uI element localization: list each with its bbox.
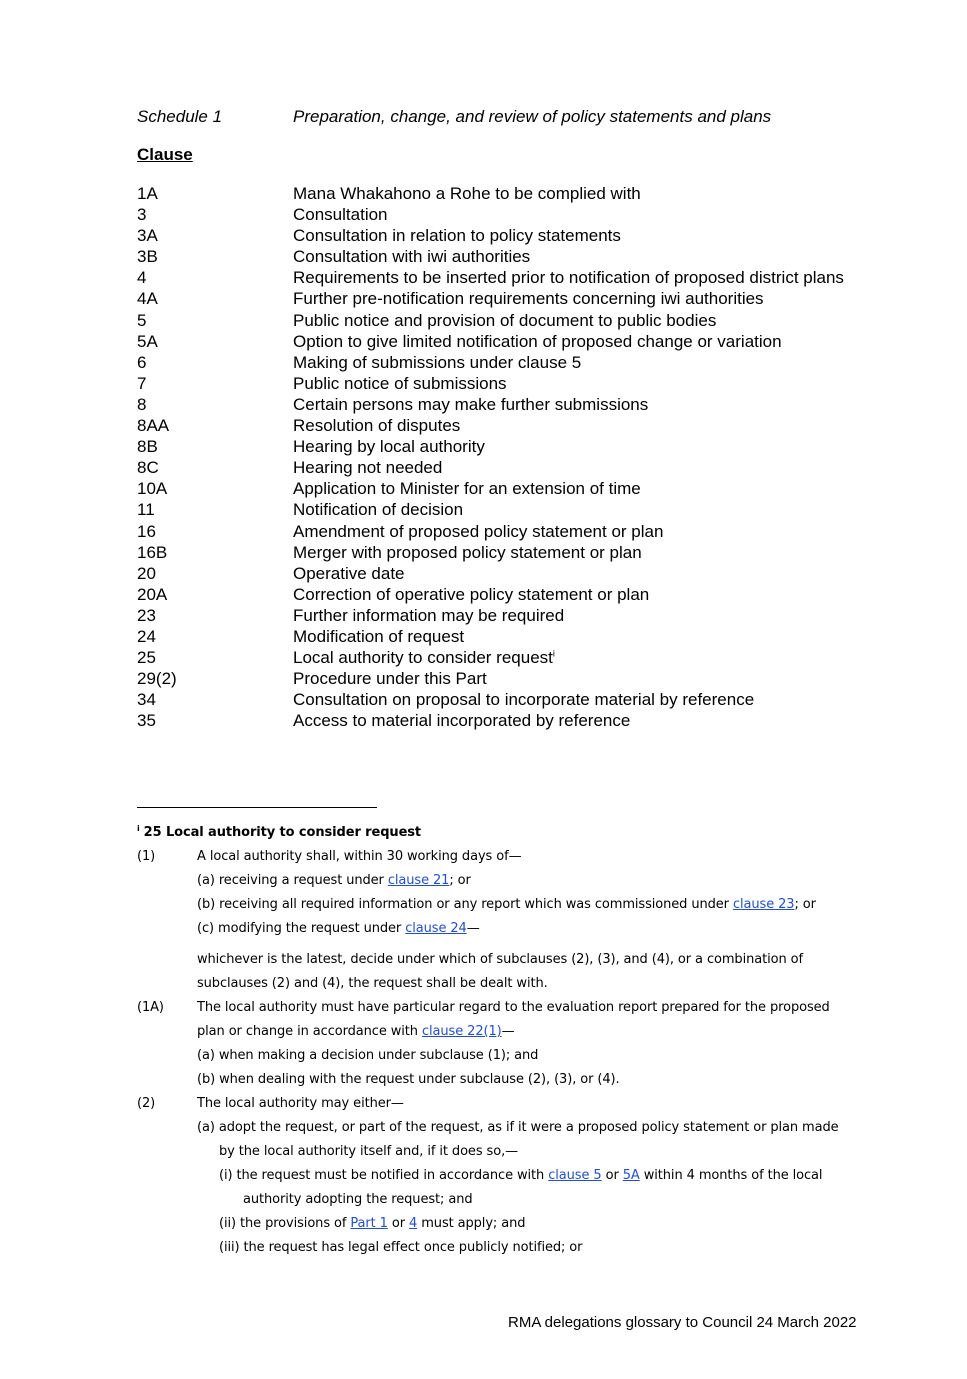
- paragraph-text: must apply; and: [417, 1216, 526, 1231]
- clause-description: Public notice of submissions: [293, 373, 507, 393]
- paragraph-text: (ii) the provisions of: [219, 1216, 351, 1231]
- clause-description: Option to give limited notification of proposed change or variation: [293, 331, 782, 351]
- clause-description: Correction of operative policy statement or plan: [293, 584, 650, 604]
- subclause-text: A local authority shall, within 30 working days of—: [197, 849, 522, 864]
- subparagraph-i: [137, 1164, 882, 1188]
- clause-description: Amendment of proposed policy statement or plan: [293, 521, 664, 541]
- paragraph-text: (b) when dealing with the request under subclause (2), (3), or (4).: [197, 1072, 620, 1087]
- clause-number: 35: [137, 711, 156, 731]
- clause-row: [137, 605, 857, 626]
- footnote-heading-text: 25 Local authority to consider request: [143, 825, 422, 840]
- clause-row: [137, 310, 857, 331]
- subparagraph-ii: [137, 1212, 882, 1236]
- clause-row: [137, 521, 857, 542]
- paragraph-text: (iii) the request has legal effect once publicly notified; or: [219, 1240, 583, 1255]
- clause-number: 5: [137, 310, 147, 330]
- paragraph-text: ; or: [794, 897, 816, 912]
- clause-number: 20: [137, 563, 156, 583]
- clause-description: Consultation: [293, 205, 388, 225]
- paragraph-text: or: [601, 1168, 623, 1183]
- paragraph-text: (a) when making a decision under subclause (1); and: [197, 1048, 539, 1063]
- clause-number: 11: [137, 500, 155, 520]
- clause-number: 4: [137, 268, 147, 288]
- footnote-heading: [137, 821, 882, 845]
- clause-row: [137, 668, 857, 689]
- paragraph-text: plan or change in accordance with: [197, 1024, 422, 1039]
- clause-row: [137, 331, 857, 352]
- subclause-label: (2): [137, 1096, 156, 1111]
- clause-number: 7: [137, 373, 147, 393]
- clause-number: 29(2): [137, 669, 177, 689]
- clause-description: Procedure under this Part: [293, 669, 487, 689]
- clause-row: [137, 626, 857, 647]
- clause-description: Consultation with iwi authorities: [293, 247, 531, 267]
- paragraph-text: ; or: [449, 873, 471, 888]
- subclause-text: The local authority may either—: [197, 1096, 404, 1111]
- clause-row: [137, 563, 857, 584]
- part-4-link[interactable]: 4: [409, 1216, 418, 1231]
- clause-description: Mana Whakahono a Rohe to be complied with: [293, 184, 641, 203]
- clause-21-link[interactable]: clause 21: [387, 873, 450, 888]
- clause-row: [137, 225, 857, 246]
- subparagraph-i-cont: [137, 1188, 882, 1212]
- schedule-title: Preparation, change, and review of policy statements and plans: [293, 107, 772, 126]
- paragraph-text: by the local authority itself and, if it does so,—: [219, 1144, 518, 1159]
- clause-description: Certain persons may make further submissions: [293, 394, 649, 414]
- clause-row: [137, 373, 857, 394]
- clause-row: [137, 415, 857, 436]
- clause-number: 8AA: [137, 416, 170, 436]
- clause-description: Merger with proposed policy statement or plan: [293, 542, 642, 562]
- clause-description: Local authority to consider request: [293, 648, 553, 668]
- paragraph-b: [137, 893, 882, 917]
- paragraph-text: (i) the request must be notified in accordance with: [219, 1168, 549, 1183]
- paragraph-text: (a) receiving a request under: [197, 873, 388, 888]
- paragraph-a: [137, 1044, 882, 1068]
- clause-description: Access to material incorporated by reference: [293, 711, 631, 731]
- clause-5a-link[interactable]: 5A: [622, 1168, 640, 1183]
- footnote: [137, 821, 882, 1260]
- clause-number: 4A: [137, 289, 158, 309]
- clause-row: [137, 542, 857, 563]
- paragraph-a: [137, 1116, 882, 1140]
- subclause-1a-cont: [137, 1020, 882, 1044]
- clause-number: 8C: [137, 458, 159, 478]
- endnote-reference[interactable]: i: [552, 648, 555, 659]
- paragraph-a: [137, 869, 882, 893]
- clause-description: Making of submissions under clause 5: [293, 352, 582, 372]
- clause-22-1-link[interactable]: clause 22(1): [421, 1024, 502, 1039]
- clause-number: 25: [137, 648, 156, 668]
- subclause-2: [137, 1092, 882, 1116]
- clause-description: Consultation on proposal to incorporate material by reference: [293, 690, 755, 710]
- clause-number: 23: [137, 605, 156, 625]
- clause-description: Modification of request: [293, 626, 465, 646]
- clause-description: Application to Minister for an extension of time: [293, 479, 641, 499]
- clause-number: 3: [137, 205, 147, 225]
- clause-number: 16B: [137, 542, 168, 562]
- clause-row: [137, 267, 857, 288]
- clause-number: 8: [137, 394, 147, 414]
- clause-row: [137, 647, 857, 668]
- paragraph-text: or: [387, 1216, 410, 1231]
- clause-row: [137, 478, 857, 499]
- clause-row: [137, 689, 857, 710]
- clause-row: [137, 204, 857, 225]
- page-footer: RMA delegations glossary to Council 24 March 2022: [508, 1314, 857, 1331]
- clause-24-link[interactable]: clause 24: [405, 921, 467, 936]
- clause-number: 1A: [137, 184, 158, 203]
- clause-list: [137, 183, 857, 731]
- schedule-label: Schedule 1: [137, 107, 223, 126]
- clause-description: Notification of decision: [293, 500, 464, 520]
- paragraph-text: subclauses (2) and (4), the request shall be dealt with.: [197, 976, 548, 991]
- clause-number: 3A: [137, 226, 158, 246]
- paragraph-text: (c) modifying the request under: [197, 921, 406, 936]
- clause-number: 34: [137, 690, 156, 710]
- clause-row: [137, 584, 857, 605]
- clause-row: [137, 183, 857, 204]
- subclause-1-tail: [137, 948, 882, 972]
- paragraph-text: whichever is the latest, decide under which of subclauses (2), (3), and (4), or a combination of: [197, 952, 803, 967]
- paragraph-text: —: [501, 1024, 515, 1039]
- clause-number: 24: [137, 626, 156, 646]
- clause-23-link[interactable]: clause 23: [732, 897, 795, 912]
- clause-description: Further information may be required: [293, 605, 565, 625]
- clause-description: Public notice and provision of document to public bodies: [293, 310, 717, 330]
- clause-description: Operative date: [293, 563, 405, 583]
- footnote-marker: i: [137, 823, 140, 833]
- clause-description-with-note: [293, 647, 857, 668]
- clause-description: Consultation in relation to policy statements: [293, 226, 621, 246]
- clause-heading: Clause: [137, 145, 193, 164]
- clause-5-link[interactable]: clause 5: [548, 1168, 602, 1183]
- clause-row: [137, 457, 857, 478]
- part-1-link[interactable]: Part 1: [350, 1216, 388, 1231]
- clause-description: Hearing by local authority: [293, 437, 485, 457]
- clause-row: [137, 499, 857, 520]
- paragraph-text: within 4 months of the local: [639, 1168, 823, 1183]
- paragraph-b: [137, 1068, 882, 1092]
- paragraph-text: (b) receiving all required information or any report which was commissioned under: [197, 897, 733, 912]
- clause-number: 8B: [137, 437, 158, 457]
- clause-number: 10A: [137, 479, 168, 499]
- clause-row: [137, 288, 857, 309]
- clause-row: [137, 436, 857, 457]
- clause-row: [137, 246, 857, 267]
- subclause-label: (1): [137, 849, 156, 864]
- clause-description: Further pre-notification requirements concerning iwi authorities: [293, 289, 764, 309]
- subparagraph-iii: [137, 1236, 882, 1260]
- footnote-separator: [137, 807, 377, 808]
- paragraph-text: authority adopting the request; and: [243, 1192, 473, 1207]
- paragraph-text: —: [466, 921, 480, 936]
- clause-number: 6: [137, 352, 147, 372]
- subclause-1-tail: [137, 972, 882, 996]
- clause-row: [137, 710, 857, 731]
- clause-number: 20A: [137, 584, 168, 604]
- clause-number: 3B: [137, 247, 158, 267]
- clause-row: [137, 352, 857, 373]
- subclause-1a: [137, 996, 882, 1020]
- clause-row: [137, 394, 857, 415]
- clause-description: Resolution of disputes: [293, 416, 461, 436]
- clause-description: Requirements to be inserted prior to notification of proposed district plans: [293, 268, 844, 288]
- paragraph-text: (a) adopt the request, or part of the request, as if it were a proposed policy statement or plan made: [197, 1120, 839, 1135]
- paragraph-a-cont: [137, 1140, 882, 1164]
- clause-description: Hearing not needed: [293, 458, 443, 478]
- clause-number: 16: [137, 521, 156, 541]
- clause-number: 5A: [137, 331, 158, 351]
- subclause-text: The local authority must have particular regard to the evaluation report prepared for the proposed: [197, 1000, 830, 1015]
- subclause-1: [137, 845, 882, 869]
- paragraph-c: [137, 917, 882, 941]
- subclause-label: (1A): [137, 1000, 164, 1015]
